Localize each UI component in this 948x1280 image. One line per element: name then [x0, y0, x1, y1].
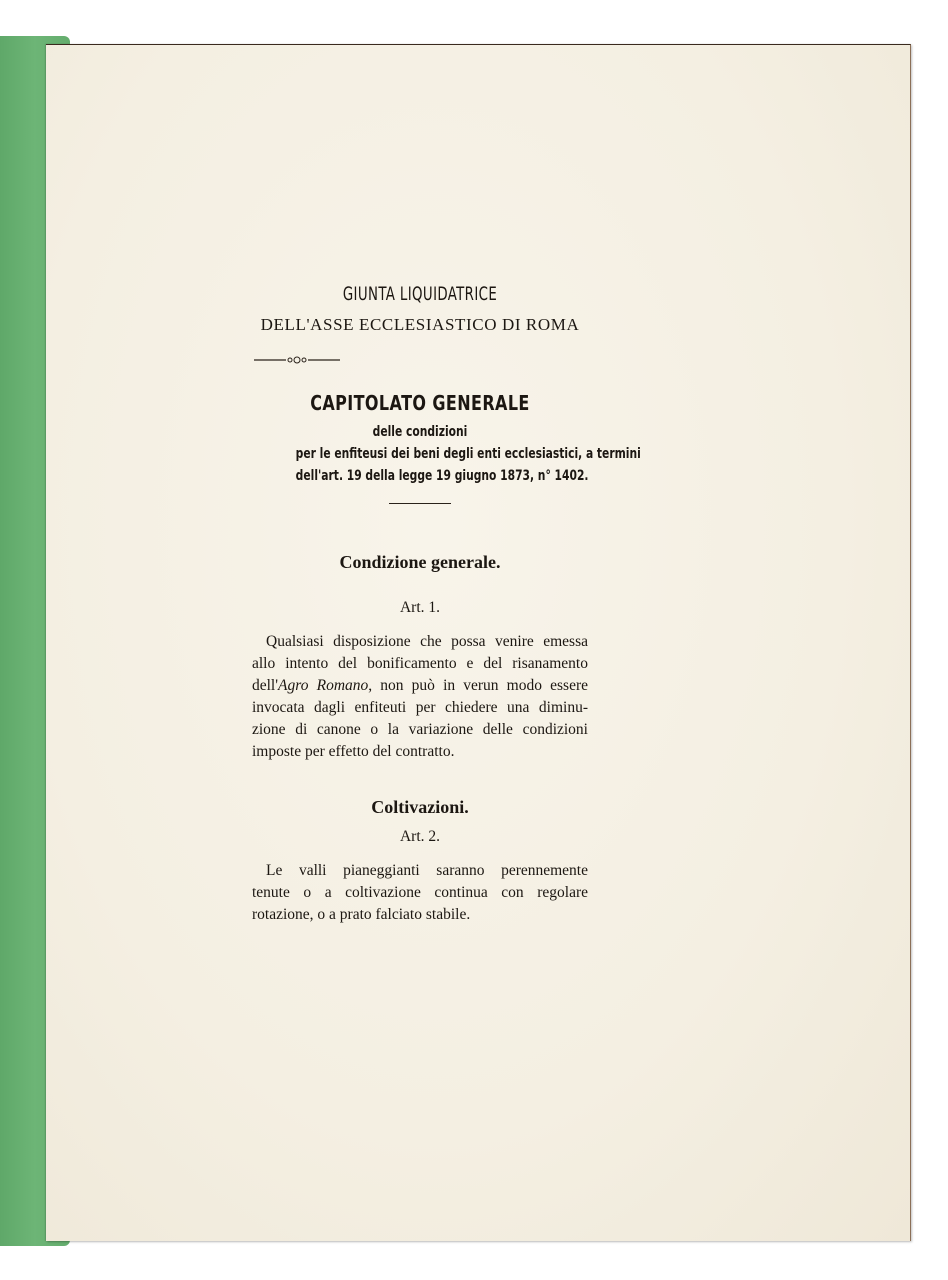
article-1-line-4: invocata dagli enfiteuti per chiedere una diminu- — [252, 699, 588, 716]
title-line-1: delle condizioni — [372, 424, 468, 440]
article-2-line-2: tenute o a coltivazione continua con regolare — [252, 884, 588, 901]
article-1-line-6: imposte per effetto del contratto. — [252, 743, 455, 760]
document-page — [46, 44, 911, 1241]
heading-asse: DELL'ASSE ECCLESIASTICO DI ROMA — [260, 315, 580, 334]
ornament-divider — [252, 353, 342, 367]
document-title: CAPITOLATO GENERALE — [310, 391, 530, 415]
article-1-line-1: Qualsiasi disposizione che possa venire emessa — [266, 633, 588, 650]
short-rule — [389, 503, 451, 504]
section-heading-1: Condizione generale. — [339, 552, 501, 572]
article-1-line-3b: , non può in verun modo essere — [368, 677, 588, 694]
article-2-text — [252, 860, 588, 926]
heading-giunta: GIUNTA LIQUIDATRICE — [342, 283, 498, 305]
article-1-line-3a: dell' — [252, 677, 279, 694]
agro-romano-italic: Agro Romano — [278, 677, 369, 694]
article-2-label: Art. 2. — [399, 828, 441, 845]
page-content — [252, 245, 641, 926]
title-line-3: dell'art. 19 della legge 19 giugno 1873, n° 1402. — [295, 468, 589, 484]
article-1-line-3 — [252, 675, 588, 697]
section-heading-2: Coltivazioni. — [371, 797, 469, 817]
article-2-line-1: Le valli pianeggianti saranno perennemente — [266, 862, 588, 879]
article-1-text — [252, 631, 588, 763]
article-1-line-2: allo intento del bonificamento e del risanamento — [252, 655, 588, 672]
article-1-label: Art. 1. — [399, 599, 441, 616]
article-1-line-5: zione di canone o la variazione delle condizioni — [252, 721, 588, 738]
article-2-line-3: rotazione, o a prato falciato stabile. — [252, 906, 471, 923]
title-line-2: per le enfiteusi dei beni degli enti ecclesiastici, a termini — [295, 446, 641, 462]
